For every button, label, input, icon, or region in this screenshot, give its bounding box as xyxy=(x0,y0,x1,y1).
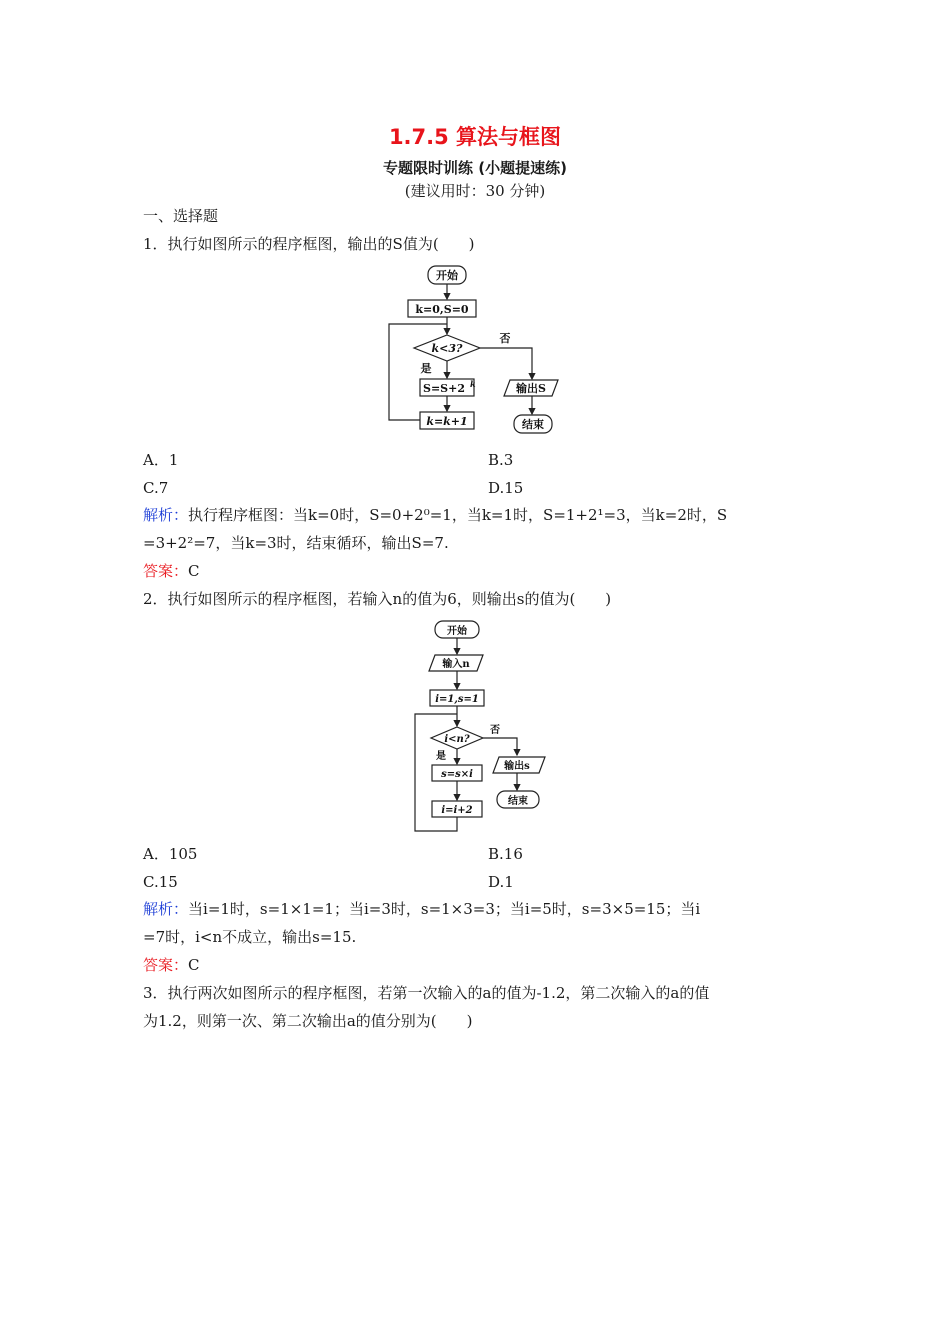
fc2-init-label: i=1,s=1 xyxy=(435,694,479,705)
fc1-no-label: 否 xyxy=(499,332,511,345)
fc1-end-label: 结束 xyxy=(522,418,544,431)
page-title: 1.7.5 算法与框图 xyxy=(388,125,562,149)
flowchart-2 xyxy=(405,617,555,837)
q1-option-c: C.7 xyxy=(143,479,169,497)
fc2-output-label: 输出s xyxy=(504,761,530,772)
q2-option-d: D.1 xyxy=(488,873,514,891)
q2-analysis-line-2: =7时，i<n不成立，输出s=15. xyxy=(143,928,357,946)
page-subtitle: 专题限时训练 (小题提速练) xyxy=(383,159,567,177)
fc2-end-label: 结束 xyxy=(508,796,528,807)
q2-answer-value: C xyxy=(188,956,200,974)
q2-analysis-label: 解析： xyxy=(143,900,189,918)
q2-answer xyxy=(143,955,200,975)
q1-answer xyxy=(143,561,200,581)
fc1-output-label: 输出S xyxy=(516,382,546,395)
question-2-stem: 2．执行如图所示的程序框图，若输入n的值为6，则输出s的值为( ) xyxy=(143,590,612,608)
question-3-stem-line-2: 为1.2，则第一次、第二次输出a的值分别为( ) xyxy=(143,1012,473,1030)
q2-analysis-line-1 xyxy=(143,899,700,919)
fc2-yes-label: 是 xyxy=(436,751,446,762)
q1-answer-label: 答案： xyxy=(143,562,189,580)
fc1-body-sup: k xyxy=(470,379,476,389)
fc1-init-label: k=0,S=0 xyxy=(415,303,469,316)
fc2-input-label: 输入n xyxy=(442,659,470,670)
q1-analysis-label: 解析： xyxy=(143,506,189,524)
q1-answer-value: C xyxy=(188,562,200,580)
q1-option-a: A．1 xyxy=(143,451,179,469)
section-heading: 一、选择题 xyxy=(143,207,219,225)
q2-analysis-text-1: 当i=1时，s=1×1=1；当i=3时，s=1×3=3；当i=5时，s=3×5=15；当i xyxy=(188,900,701,918)
q2-option-a: A．105 xyxy=(143,845,198,863)
question-1-stem: 1．执行如图所示的程序框图，输出的S值为( ) xyxy=(143,235,475,253)
q2-option-c: C.15 xyxy=(143,873,178,891)
q1-option-b: B.3 xyxy=(488,451,514,469)
fc2-body-label: s=s×i xyxy=(441,769,473,780)
time-note: (建议用时：30 分钟) xyxy=(404,182,546,200)
fc1-body-label: S=S+2 xyxy=(423,382,465,395)
q2-option-b: B.16 xyxy=(488,845,523,863)
q1-option-d: D.15 xyxy=(488,479,524,497)
q1-analysis-text-1: 执行程序框图：当k=0时，S=0+2⁰=1，当k=1时，S=1+2¹=3，当k=2时，S xyxy=(188,506,728,524)
fc2-no-label: 否 xyxy=(490,725,500,736)
fc1-yes-label: 是 xyxy=(420,362,432,375)
q1-analysis-line-2: =3+2²=7，当k=3时，结束循环，输出S=7. xyxy=(143,534,449,552)
flowchart-1 xyxy=(380,262,570,440)
q2-answer-label: 答案： xyxy=(143,956,189,974)
fc2-inc-label: i=i+2 xyxy=(441,805,473,816)
fc1-cond-label: k<3? xyxy=(431,342,463,355)
fc1-inc-label: k=k+1 xyxy=(426,415,468,428)
q1-analysis-line-1 xyxy=(143,505,727,525)
fc1-start-label: 开始 xyxy=(436,269,458,282)
question-3-stem-line-1: 3．执行两次如图所示的程序框图，若第一次输入的a的值为-1.2，第二次输入的a的值 xyxy=(143,984,710,1002)
fc2-start-label: 开始 xyxy=(447,626,467,637)
fc2-cond-label: i<n? xyxy=(444,734,470,745)
